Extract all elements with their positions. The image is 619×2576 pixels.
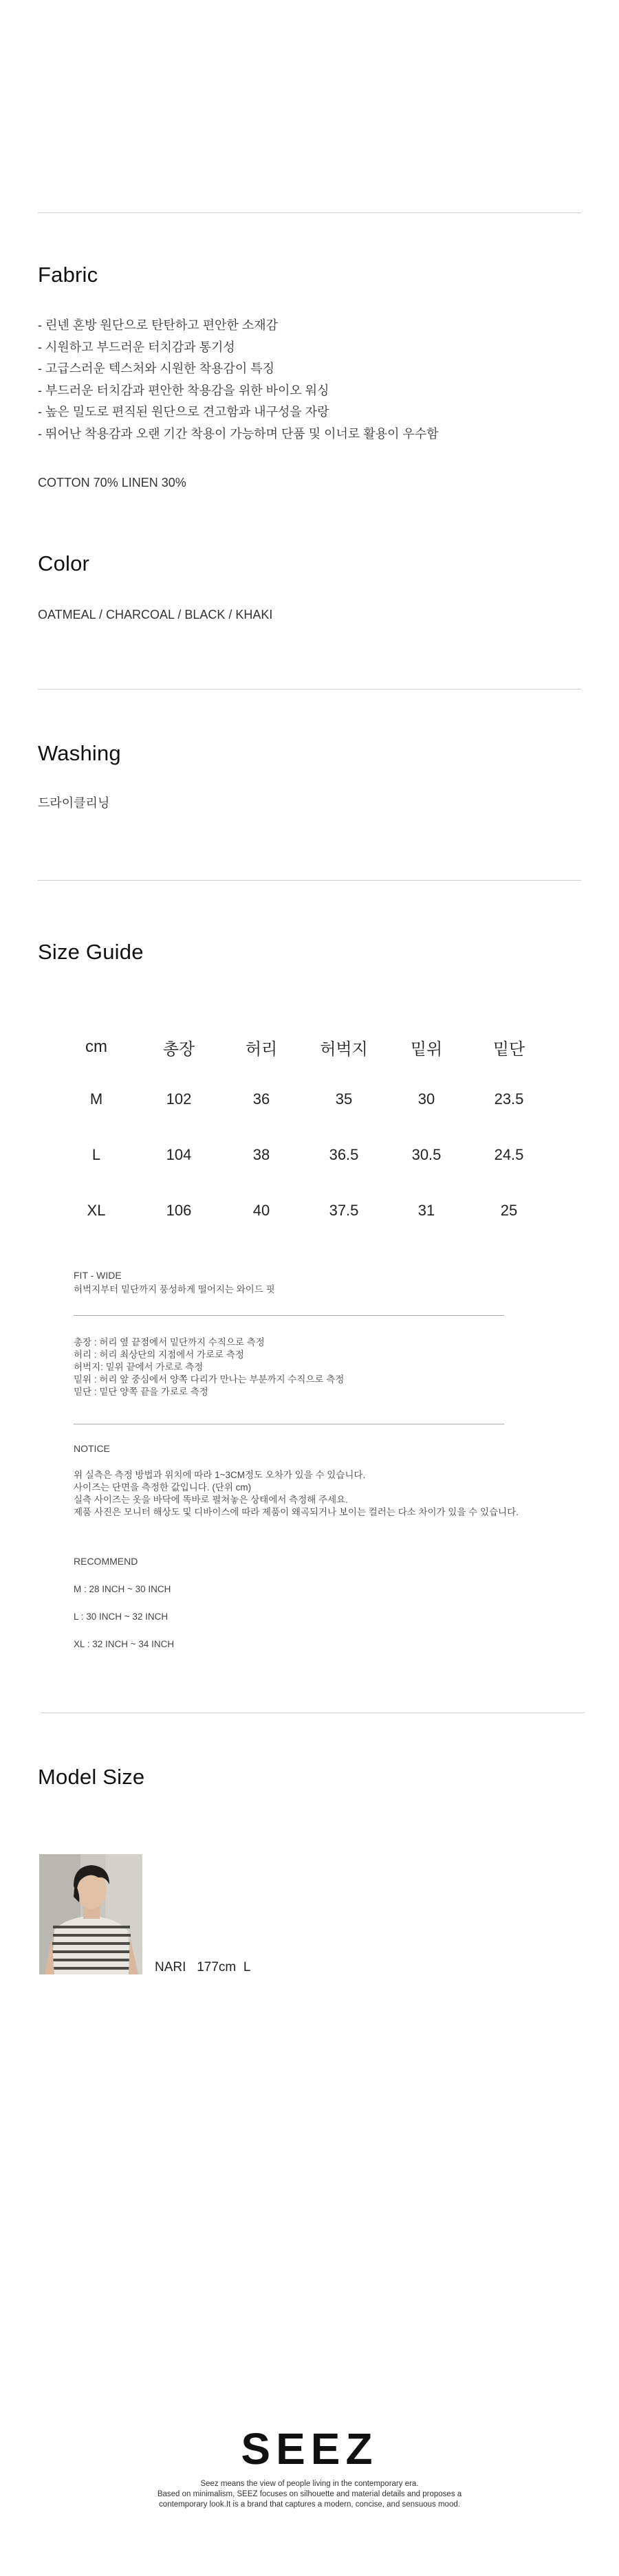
divider: [38, 212, 581, 213]
measure-note: 밑단 : 밑단 양쪽 끝을 가로로 측정: [74, 1387, 208, 1397]
table-cell: 31: [417, 1201, 435, 1219]
column-header: 밑단: [492, 1039, 525, 1059]
fabric-feature-list: [38, 315, 439, 445]
washing-title: Washing: [38, 741, 121, 765]
table-cell: 38: [252, 1145, 270, 1163]
brand-tagline: [0, 2479, 619, 2510]
model-size-title: Model Size: [38, 1765, 145, 1789]
table-cell: 37.5: [329, 1201, 359, 1219]
measure-note: 총장 : 허리 옆 끝점에서 밑단까지 수직으로 측정: [74, 1337, 265, 1347]
list-item: - 고급스러운 텍스처와 시원한 착용감이 특징: [38, 362, 274, 375]
table-cell: 30: [417, 1090, 435, 1108]
table-cell: 36: [252, 1090, 270, 1108]
table-cell: 36.5: [329, 1145, 359, 1163]
table-cell: 30.5: [411, 1145, 442, 1163]
table-cell: L: [91, 1145, 101, 1163]
list-item: - 린넨 혼방 원단으로 탄탄하고 편안한 소재감: [38, 318, 278, 332]
table-cell: 23.5: [494, 1090, 524, 1108]
size-guide-title: Size Guide: [38, 940, 144, 964]
table-header-row: [55, 1023, 550, 1071]
table-cell: 24.5: [494, 1145, 524, 1163]
divider: [38, 880, 581, 881]
list-item: - 시원하고 부드러운 터치감과 통기성: [38, 340, 235, 354]
brand-logo: SEEZ: [241, 2424, 378, 2474]
fit-description: 허벅지부터 밑단까지 풍성하게 떨어지는 와이드 핏: [74, 1284, 275, 1295]
recommend-label: RECOMMEND: [74, 1556, 138, 1567]
list-item: - 부드러운 터치감과 편안한 착용감을 위한 바이오 워싱: [38, 383, 329, 397]
color-options: OATMEAL / CHARCOAL / BLACK / KHAKI: [38, 608, 273, 621]
measure-note: 밑위 : 허리 앞 중심에서 양쪽 다리가 만나는 부분까지 수직으로 측정: [74, 1374, 345, 1385]
notice-label: NOTICE: [74, 1443, 110, 1454]
divider: [74, 1315, 504, 1316]
recommend-item: M : 28 INCH ~ 30 INCH: [74, 1584, 171, 1594]
column-header: cm: [85, 1037, 107, 1056]
notice-line: 사이즈는 단면을 측정한 값입니다. (단위 cm): [74, 1482, 252, 1493]
color-title: Color: [38, 551, 90, 575]
fabric-title: Fabric: [38, 263, 98, 287]
fabric-composition: COTTON 70% LINEN 30%: [38, 476, 186, 489]
tagline-line: contemporary look.It is a brand that captures a modern, concise, and sensuous mood.: [159, 2500, 460, 2509]
column-header: 허리: [245, 1039, 278, 1059]
model-caption: NARI 177cm L: [155, 1960, 251, 1974]
notice-line: 실측 사이즈는 옷을 바닥에 똑바로 펼쳐놓은 상태에서 측정해 주세요.: [74, 1495, 348, 1505]
tagline-line: Based on minimalism, SEEZ focuses on silhouette and material details and proposes a: [157, 2490, 462, 2498]
measure-note: 허리 : 허리 최상단의 지점에서 가로로 측정: [74, 1350, 244, 1360]
recommend-item: L : 30 INCH ~ 32 INCH: [74, 1611, 169, 1622]
tagline-line: Seez means the view of people living in the contemporary era.: [200, 2480, 419, 2488]
table-cell: 25: [500, 1201, 518, 1219]
table-cell: M: [89, 1090, 103, 1108]
notice-line: 위 실측은 측정 방법과 위치에 따라 1~3CM정도 오차가 있을 수 있습니다.: [74, 1470, 366, 1480]
table-row: [55, 1071, 550, 1127]
table-cell: 106: [166, 1201, 192, 1219]
table-row: [55, 1182, 550, 1238]
divider: [38, 689, 581, 690]
table-cell: 102: [166, 1090, 192, 1108]
size-table: [55, 1023, 550, 1238]
measure-note: 허벅지: 밑위 끝에서 가로로 측정: [74, 1362, 204, 1372]
model-photo: [39, 1854, 142, 1974]
list-item: - 뛰어난 착용감과 오랜 기간 착용이 가능하며 단품 및 이너로 활용이 우수함: [38, 426, 439, 441]
fit-label: FIT - WIDE: [74, 1270, 122, 1281]
table-cell: XL: [87, 1201, 106, 1219]
table-cell: 104: [166, 1145, 192, 1163]
table-cell: 40: [252, 1201, 270, 1219]
recommend-item: XL : 32 INCH ~ 34 INCH: [74, 1639, 175, 1649]
notice-line: 제품 사진은 모니터 해상도 및 디바이스에 따라 제품이 왜곡되거나 보이는 컬러는 다소 차이가 있을 수 있습니다.: [74, 1507, 519, 1517]
column-header: 총장: [162, 1039, 195, 1059]
washing-instructions: 드라이클리닝: [38, 796, 110, 810]
list-item: - 높은 밀도로 편직된 원단으로 견고함과 내구성을 자랑: [38, 405, 329, 419]
column-header: 허벅지: [320, 1039, 368, 1059]
table-row: [55, 1127, 550, 1182]
table-cell: 35: [335, 1090, 353, 1108]
column-header: 밑위: [410, 1039, 443, 1059]
